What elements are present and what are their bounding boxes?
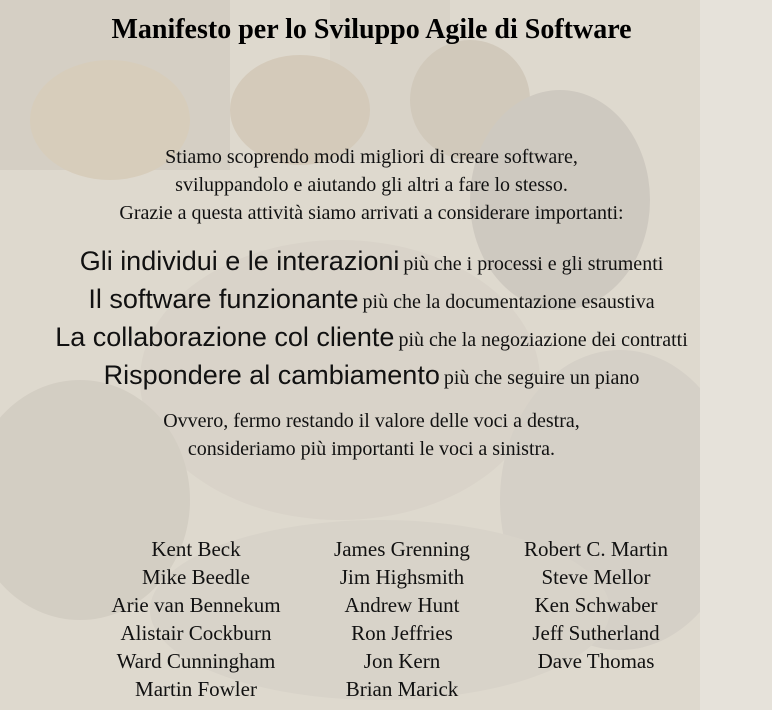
- value-right: più che i processi e gli strumenti: [403, 253, 664, 275]
- author-name: Arie van Bennekum: [111, 593, 281, 617]
- author-name: Jim Highsmith: [339, 565, 465, 589]
- authors-list: [96, 535, 696, 703]
- author-name: Alistair Cockburn: [120, 621, 272, 645]
- author-name: Martin Fowler: [135, 677, 257, 701]
- conclusion-line: consideriamo più importanti le voci a sinistra.: [187, 438, 556, 460]
- author-name: Jeff Sutherland: [532, 621, 660, 645]
- value-row: [0, 280, 743, 318]
- authors-column: [296, 535, 508, 703]
- author-name: Ward Cunningham: [116, 649, 276, 673]
- values-list: [0, 242, 743, 394]
- intro-paragraph: [0, 143, 743, 227]
- value-left: Il software funzionante: [88, 284, 359, 314]
- author-name: Mike Beedle: [142, 565, 250, 589]
- author-name: Brian Marick: [345, 677, 459, 701]
- value-left: La collaborazione col cliente: [55, 322, 395, 352]
- authors-column: [96, 535, 296, 703]
- author-name: Dave Thomas: [537, 649, 655, 673]
- value-row: [0, 242, 743, 280]
- value-right: più che la negoziazione dei contratti: [398, 329, 688, 351]
- value-row: [0, 318, 743, 356]
- author-name: Kent Beck: [151, 537, 241, 561]
- conclusion-line: Ovvero, fermo restando il valore delle voci a destra,: [163, 410, 580, 432]
- author-name: Steve Mellor: [541, 565, 651, 589]
- intro-line: Grazie a questa attività siamo arrivati a considerare importanti:: [119, 202, 624, 224]
- intro-line: Stiamo scoprendo modi migliori di creare software,: [165, 146, 578, 168]
- value-right: più che la documentazione esaustiva: [362, 291, 655, 313]
- author-name: Jon Kern: [363, 649, 441, 673]
- author-name: James Grenning: [334, 537, 470, 561]
- value-left: Rispondere al cambiamento: [103, 360, 440, 390]
- value-right: più che seguire un piano: [443, 367, 640, 389]
- intro-line: sviluppandolo e aiutando gli altri a fare lo stesso.: [175, 174, 568, 196]
- author-name: Andrew Hunt: [344, 593, 460, 617]
- value-row: [0, 356, 743, 394]
- page-title: Manifesto per lo Sviluppo Agile di Software: [111, 14, 632, 45]
- authors-column: [496, 535, 696, 703]
- author-name: Ron Jeffries: [351, 621, 453, 645]
- author-name: Ken Schwaber: [534, 593, 658, 617]
- author-name: Robert C. Martin: [523, 537, 669, 561]
- conclusion-paragraph: [0, 407, 743, 463]
- value-left: Gli individui e le interazioni: [79, 246, 400, 276]
